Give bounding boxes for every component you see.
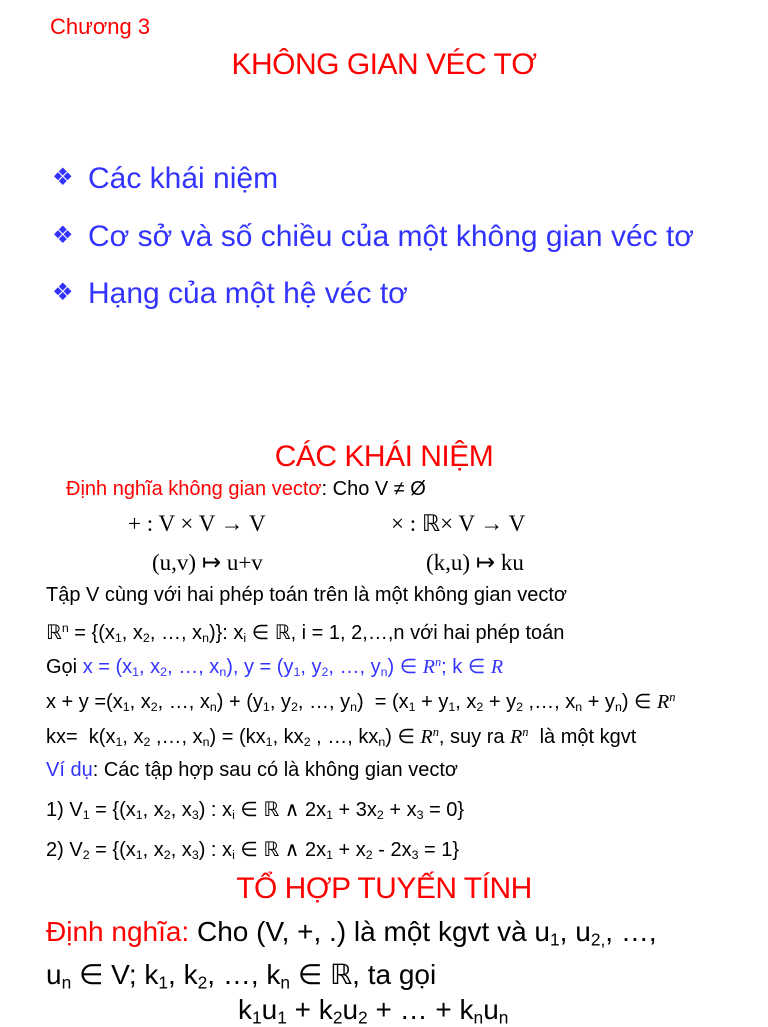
addition-map: + : V × V → V — [128, 511, 266, 536]
definition-text: : Cho V ≠ Ø — [321, 478, 426, 500]
example-text: : Các tập hợp sau có là không gian vectơ — [92, 759, 459, 781]
text-fragment: Gọi — [46, 656, 78, 678]
scalar-formula-line: $kx= k(x_1$, $x_2$ ,…, $x_n) = (kx_1$, $kx_2$ , …, $kx_n$) ∈ $R^n$, suy ra $R^n$ là một kgvt — [46, 725, 637, 750]
text-fragment: , ta gọi — [352, 959, 437, 990]
text-fragment: là một kgvt — [539, 726, 637, 748]
diamond-flower-icon: ❖ — [52, 164, 74, 191]
definition-line — [66, 478, 426, 501]
example-heading — [46, 759, 458, 782]
example-label: Ví dụ — [46, 759, 93, 781]
page-title: KHÔNG GIAN VÉC TƠ — [231, 48, 537, 81]
definition-line: Định nghĩa: Cho (V, +, .) là một kgvt và $u_1$, $u_{2,}$, …, — [46, 916, 657, 950]
topic-item-label: Hạng của một hệ véc tơ — [88, 277, 408, 310]
text-fragment: với hai phép toán — [410, 622, 565, 644]
sum-formula-line: $x + y =(x_1$, $x_2$, …, $x_n) + (y_1$, $y_2$, …, $y_n) = (x_1 + y_1$, $x_2 + y_2$ ,…, $x_n + y_n$) ∈ $R^n$ — [46, 690, 676, 715]
scalar-mult-map: × : ℝ× V → V — [391, 511, 526, 536]
scalar-mult-rule: (k,u) ↦ ku — [426, 550, 524, 575]
example-item: 1) $V_1 = \{(x_1$, $x_2$, $x_3$) : $x_i$ ∈ ℝ ∧ $2x_1 + 3x_2 + x_3 = 0$} — [46, 799, 465, 823]
topic-item-label: Cơ sở và số chiều của một không gian véc tơ — [88, 220, 694, 253]
addition-rule: (u,v) ↦ u+v — [152, 550, 263, 575]
text-fragment: , suy ra — [438, 726, 505, 748]
rn-definition-line: ℝ$^n$ = {($x_1$, $x_2$, …, $x_n$)}: $x_i$ ∈ ℝ, i = 1, 2,…,n với hai phép toán — [46, 621, 565, 646]
section-title: CÁC KHÁI NIỆM — [274, 440, 494, 473]
definition-line: $u_n$ ∈ V; $k_1$, $k_2$, …, $k_n$ ∈ ℝ, ta gọi — [46, 959, 437, 993]
example-item: 2) $V_2 = \{(x_1$, $x_2$, $x_3$) : $x_i$ ∈ ℝ ∧ $2x_1 + x_2 - 2x_3 = 1$} — [46, 839, 460, 863]
rn-symbol: ℝ — [46, 622, 62, 644]
diamond-flower-icon: ❖ — [52, 222, 74, 249]
topic-item — [52, 220, 694, 254]
linear-combination-formula: $k_1u_1 + k_2u_2$ + … + $k_nu_n$ — [238, 994, 509, 1027]
topic-item-label: Các khái niệm — [88, 162, 279, 195]
definition-label: Định nghĩa: — [46, 916, 190, 947]
notation-line: Gọi $x = (x_1$, $x_2$, …, $x_n$), $y = (y_1$, $y_2$, …, $y_n$) ∈ $R^n$; k ∈ R — [46, 655, 504, 680]
topic-item — [52, 162, 278, 196]
definition-text: Cho (V, +, .) là một kgvt và — [197, 916, 527, 947]
section-title: TỔ HỢP TUYẾN TÍNH — [236, 872, 532, 905]
definition-label: Định nghĩa không gian vectơ — [66, 478, 322, 500]
diamond-flower-icon: ❖ — [52, 279, 74, 306]
topic-item — [52, 277, 408, 311]
chapter-label: Chương 3 — [50, 14, 151, 39]
text-line: Tập V cùng với hai phép toán trên là một không gian vectơ — [46, 584, 567, 606]
